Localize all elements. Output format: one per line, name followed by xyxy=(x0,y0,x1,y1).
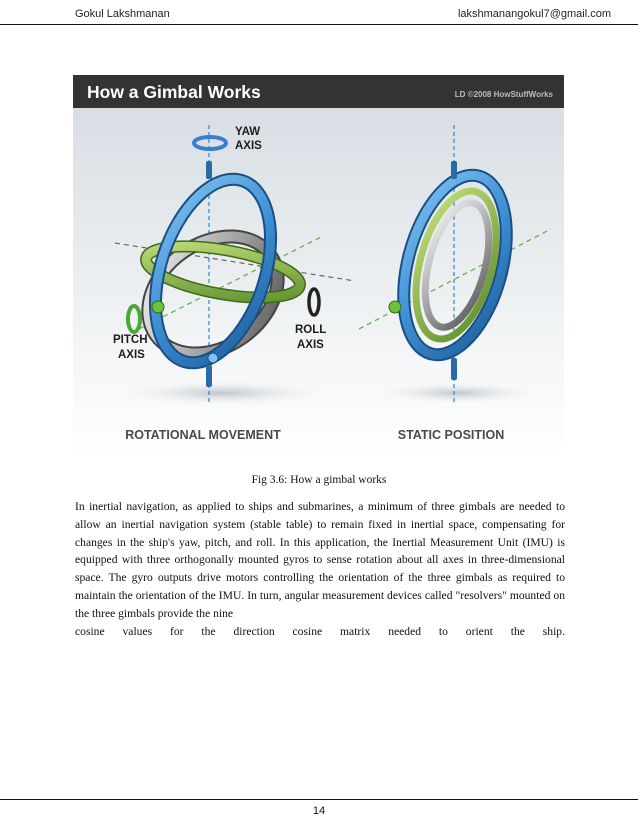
rotational-movement-label: ROTATIONAL MOVEMENT xyxy=(125,428,281,442)
header-rule xyxy=(0,24,638,25)
static-pivot xyxy=(389,301,401,313)
yaw-label-1: YAW xyxy=(235,126,261,138)
header-author: Gokul Lakshmanan xyxy=(75,8,170,20)
roll-label-1: ROLL xyxy=(295,324,327,336)
yaw-label-2: AXIS xyxy=(235,140,262,152)
gimbal-figure xyxy=(73,75,564,455)
roll-label-2: AXIS xyxy=(297,339,324,351)
page-number: 14 xyxy=(312,805,326,817)
pitch-label-1: PITCH xyxy=(113,334,148,346)
static-shadow xyxy=(368,381,548,405)
yaw-pin-top xyxy=(206,161,212,179)
figure-title: How a Gimbal Works xyxy=(87,82,261,102)
pitch-pivot xyxy=(152,301,164,313)
rotational-shadow xyxy=(108,379,338,407)
figure-caption: Fig 3.6: How a gimbal works xyxy=(251,474,387,486)
static-pin-bottom xyxy=(451,358,457,380)
static-position-label: STATIC POSITION xyxy=(397,428,505,442)
body-text-main: In inertial navigation, as applied to ships and submarines, a minimum of three gimbals are needed to allow an inertial navigation system (stable table) to remain fixed in inertial space, compensating for changes in the ship's yaw, pitch, and roll. In this application, the Inertial Measurement Unit (IMU) is equipped with three orthogonally mounted gyros to sense rotation about all axes in three-dimensional space. The gyro outputs drive motors controlling the orientation of the three gimbals as required to maintain the orientation of the IMU. In turn, angular measurement devices called "resolvers" mounted on the three gimbals provide the nine xyxy=(75,500,565,620)
body-text-last-line: cosine values for the direction cosine matrix needed to orient the ship. xyxy=(75,624,565,638)
lower-pivot xyxy=(208,353,218,363)
body-paragraph xyxy=(75,498,565,640)
footer-rule xyxy=(0,799,638,800)
static-pin-top xyxy=(451,161,457,179)
header-email: lakshmanangokul7@gmail.com xyxy=(457,8,611,20)
pitch-label-2: AXIS xyxy=(118,349,145,361)
figure-credit: LD ©2008 HowStuffWorks xyxy=(454,90,553,99)
yaw-pin-bottom xyxy=(206,365,212,387)
